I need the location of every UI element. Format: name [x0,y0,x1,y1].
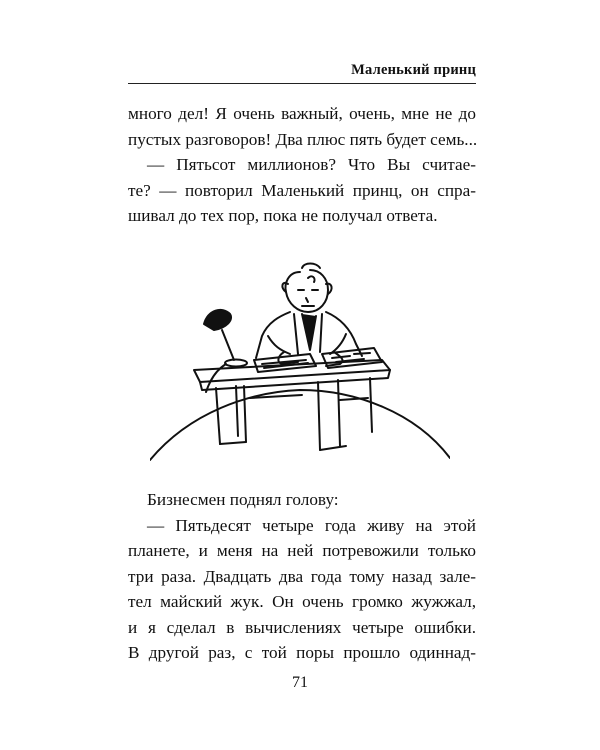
text-line: те? — повторил Маленький принц, он спра- [128,180,476,200]
text-line: — Пятьсот миллионов? Что Вы считае- [147,155,476,174]
text-line: много дел! Я очень важный, очень, мне не до [128,104,476,123]
text-line: пустых разговоров! Два плюс пять будет семь... [128,129,478,149]
text-line: и я сделал в вычислениях четыре ошибки. [128,617,476,637]
text-line: В другой раз, с той поры прошло одиннад- [128,643,476,662]
text-line: три раза. Двадцать два года тому назад зале- [128,566,476,586]
adding-machine [254,348,382,372]
header-rule [128,83,476,84]
paragraph-top [128,101,476,229]
text-line: шивал до тех пор, пока не получал ответа. [128,206,438,225]
paragraph-bottom [128,487,476,666]
text-line: тел майский жук. Он очень громко жужжал, [128,592,476,611]
businessman-at-desk-illustration [150,232,450,464]
text-line: планете, и меня на ней потревожили только [128,541,476,560]
text-line: Бизнесмен поднял голову: [147,490,339,509]
desk [194,360,390,450]
planet-outline [150,390,450,460]
running-title: Маленький принц [351,62,476,78]
page-number: 71 [292,674,308,691]
text-line: — Пятьдесят четыре года живу на этой [147,515,476,535]
